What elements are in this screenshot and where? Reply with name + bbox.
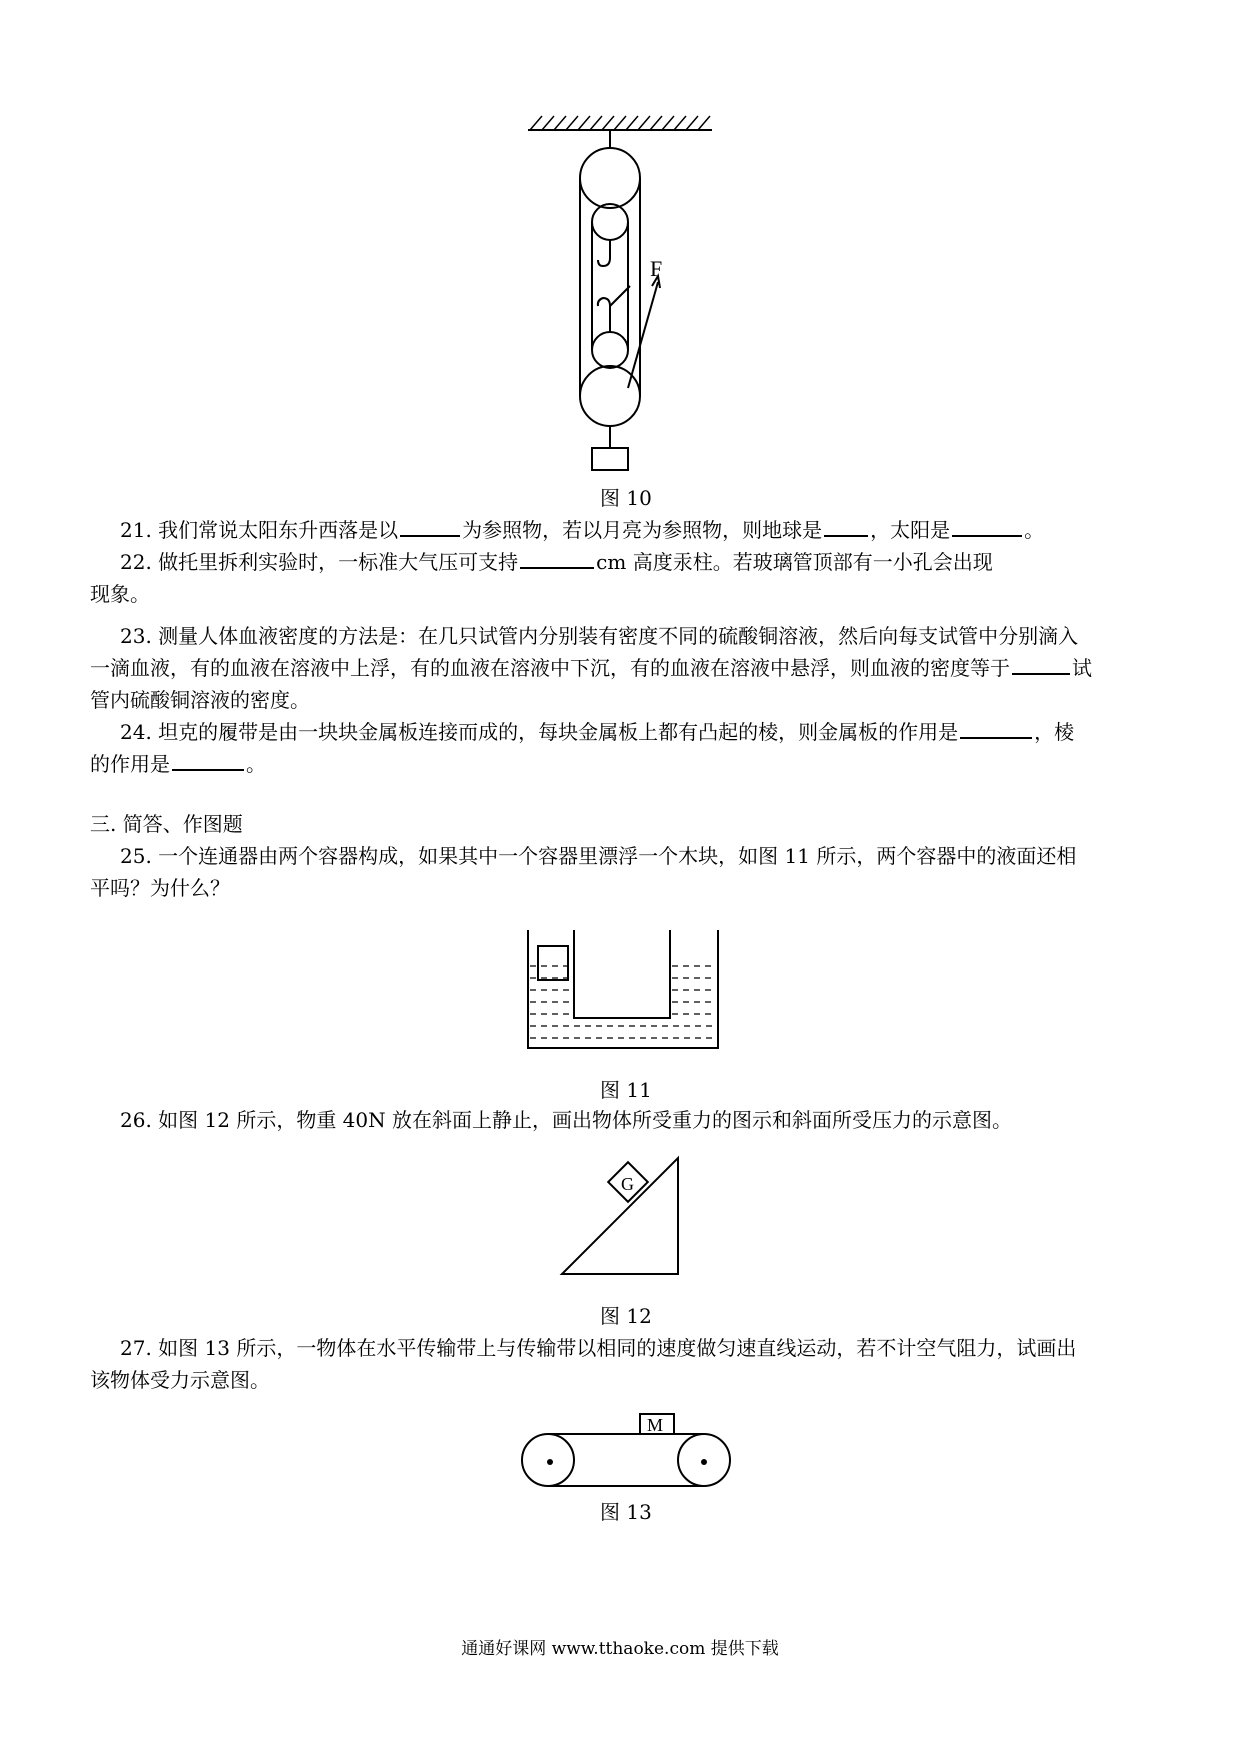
q25-line-2: 平吗？为什么？ <box>90 876 230 900</box>
q22-text-3: 现象。 <box>90 582 150 606</box>
q22-text-2: cm 高度汞柱。若玻璃管顶部有一小孔会出现 <box>596 550 993 574</box>
q24-text-1b: ，棱 <box>1034 720 1075 744</box>
block-g-label: G <box>621 1174 634 1194</box>
force-label: F <box>650 256 663 281</box>
block-m-label: M <box>647 1415 664 1435</box>
figure-11-caption: 图 11 <box>600 1078 652 1102</box>
q21-text-2: 为参照物，若以月亮为参照物，则地球是 <box>462 518 823 542</box>
q22-text-1: 22. 做托里拆利实验时，一标准大气压可支持 <box>120 550 519 574</box>
q26-text: 26. 如图 12 所示，物重 40N 放在斜面上静止，画出物体所受重力的图示和斜面所受压力的示意图。 <box>120 1108 1012 1132</box>
figure-10-caption: 图 10 <box>600 486 652 510</box>
q24-text-1a: 24. 坦克的履带是由一块块金属板连接而成的，每块金属板上都有凸起的棱，则金属板的作用是 <box>120 720 959 744</box>
q27-line-2: 该物体受力示意图。 <box>90 1368 270 1392</box>
page-footer: 通通好课网 www.tthaoke.com 提供下载 <box>461 1639 779 1659</box>
figure-12-caption: 图 12 <box>600 1304 652 1328</box>
figure-13-caption: 图 13 <box>600 1500 652 1524</box>
q27-line-1: 27. 如图 13 所示，一物体在水平传输带上与传输带以相同的速度做匀速直线运动，若不计空气阻力，试画出 <box>120 1336 1077 1360</box>
q24-text-2a: 的作用是 <box>90 752 170 776</box>
q21-text-1: 21. 我们常说太阳东升西落是以 <box>120 518 399 542</box>
q23-line-3: 管内硫酸铜溶液的密度。 <box>90 688 310 712</box>
q21-text-3: ，太阳是 <box>870 518 951 542</box>
q23-line-1: 23. 测量人体血液密度的方法是：在几只试管内分别装有密度不同的硫酸铜溶液，然后向每支试管中分别滴入 <box>120 624 1079 648</box>
section-3-heading: 三. 简答、作图题 <box>90 812 243 836</box>
q21-text-4: 。 <box>1024 518 1045 542</box>
q24-text-2b: 。 <box>246 752 266 776</box>
q23-text-2b: 试 <box>1072 656 1092 680</box>
q23-text-2a: 一滴血液，有的血液在溶液中上浮，有的血液在溶液中下沉，有的血液在溶液中悬浮，则血液的密度等于 <box>90 656 1010 680</box>
q25-line-1: 25. 一个连通器由两个容器构成，如果其中一个容器里漂浮一个木块，如图 11 所示，两个容器中的液面还相 <box>120 844 1077 868</box>
